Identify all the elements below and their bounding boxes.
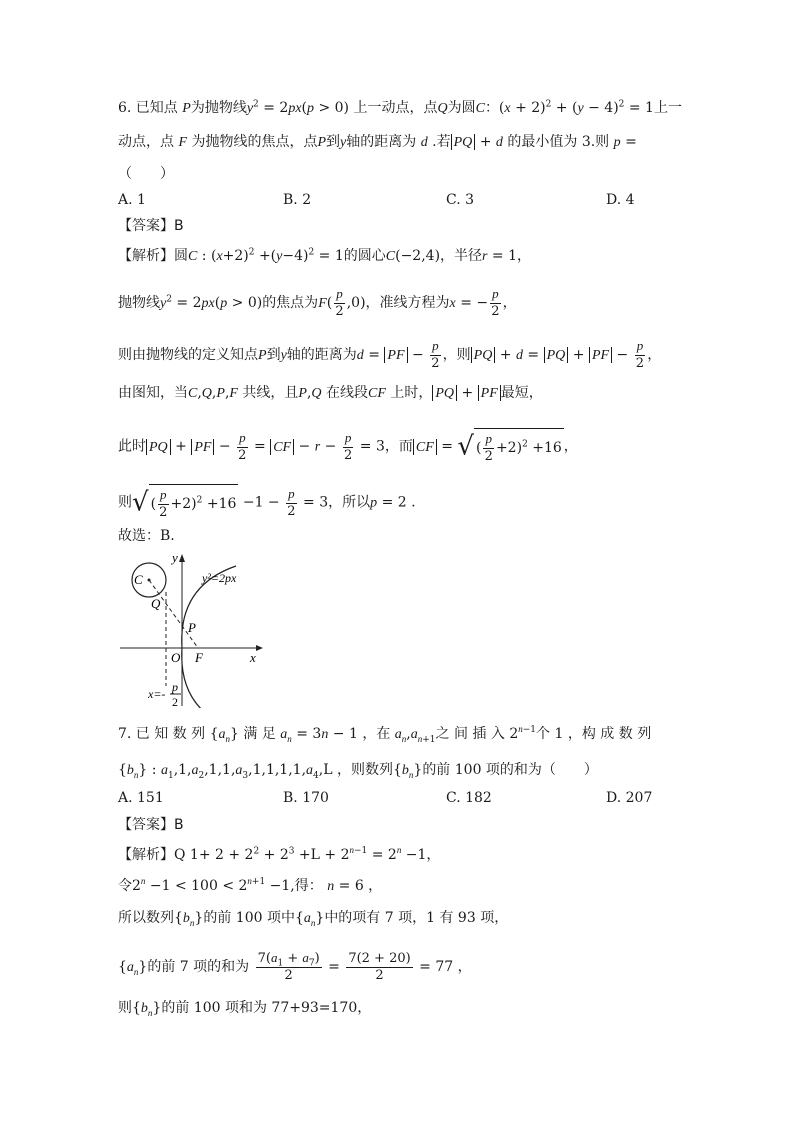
q7-option-c: C. 182 bbox=[446, 790, 492, 806]
q6-analysis-line-6: 则√ ( $\frac{p}{2}$ +2)$^2$ +16 −1 − $\frac{p}{2}$ = 3，所以p = 2 . bbox=[118, 485, 416, 520]
q7-analysis-line-5: 则$\{b_n\}$的前 100 项和为 77+93=170， bbox=[118, 1000, 372, 1018]
fig-label-f: F bbox=[195, 650, 203, 665]
q6-option-b: B. 2 bbox=[283, 192, 312, 208]
q7-analysis-line-1: 【解析】Q $1+ 2 + 2^2 + 2^3 +L + 2^{n-1} = 2^n -1$， bbox=[118, 845, 441, 863]
q6-analysis-line-4: 由图知，当C,Q,P,F 共线，且P,Q 在线段CF 上时， PQ + PF 最短， bbox=[118, 385, 543, 401]
fig-label-x: x bbox=[250, 650, 256, 665]
q7-analysis-line-3: 所以数列$\{b_n\}$的前 100 项中$\{a_n\}$中的项有 7 项，1 有 93 项， bbox=[118, 910, 509, 928]
fig-label-o: O bbox=[171, 650, 181, 665]
fig-label-2-den: 2 bbox=[172, 695, 178, 708]
fig-label-p-num: p bbox=[172, 680, 178, 694]
q6-stem-line-2: 动点，点 F 为抛物线的焦点，点P到y轴的距离为 d .若 PQ + d 的最小值为 3.则 p = bbox=[118, 134, 637, 150]
fig-label-directrix: x=- bbox=[148, 687, 166, 701]
q6-option-c: C. 3 bbox=[446, 192, 475, 208]
q7-stem-line-1: 7. 已 知 数 列 $\{a_n\}$ 满 足 $a_n = 3n - 1$ ，在 $a_n,a_{n+1}$之 间 插 入 $2^{n-1}$个 1 ，构 成 数 列 bbox=[118, 724, 652, 745]
q7-analysis-line-2: 令$2^n -1 < 100 < 2^{n+1} -1$,得： n = 6 ， bbox=[118, 876, 383, 894]
fig-label-c: C bbox=[134, 572, 143, 587]
q7-option-a: A. 151 bbox=[118, 790, 164, 806]
q6-text: 6. 已知点 bbox=[118, 100, 178, 116]
fig-label-y: y bbox=[172, 550, 178, 565]
q6-choose: 故选：B. bbox=[118, 528, 175, 544]
q6-analysis-line-1: 【解析】圆C : $(x+2)^2 +(y-4)^2 = 1$的圆心C(−2,4)，半径r = 1， bbox=[118, 247, 532, 264]
q7-stem-line-2: $\{b_n\}$ : $a_1,1,a_2,1,1,a_3,1,1,1,1,a_4,L$ ，则数列$\{b_n\}$的前 100 项的和为（ ） bbox=[118, 762, 598, 781]
q6-answer: 【答案】B bbox=[118, 218, 184, 234]
q6-analysis-line-3: 则由抛物线的定义知点P到y轴的距离为d = PF − $\frac{p}{2}$ ，则 PQ + d = PQ + PF − $\frac{p}{2}$ ， bbox=[118, 338, 662, 371]
fig-label-p: P bbox=[188, 620, 196, 635]
q6-stem-line-1: 6. 已知点 P为抛物线$y^2 = 2px(p > 0)$ 上一动点，点Q为圆C：$(x + 2)^2 + (y - 4)^2 = 1$上一 bbox=[118, 99, 682, 116]
q7-option-d: D. 207 bbox=[606, 790, 653, 806]
q6-option-d: D. 4 bbox=[606, 192, 635, 208]
q7-answer: 【答案】B bbox=[118, 817, 184, 833]
q6-analysis-line-5: 此时 PQ + PF − $\frac{p}{2}$ = CF − r − $\frac{p}{2}$ = 3，而 CF = √ ( $\frac{p}{2}$ +2)$^2$ +16 ， bbox=[118, 429, 578, 464]
q7-option-b: B. 170 bbox=[283, 790, 329, 806]
q6-analysis-line-2: 抛物线$y^2 = 2px(p > 0)$的焦点为F( $\frac{p}{2}$ ,0)，准线方程为x = − $\frac{p}{2}$ ， bbox=[118, 286, 517, 319]
fig-label-q: Q bbox=[151, 596, 161, 611]
fig-label-curve: y²=2px bbox=[202, 571, 237, 585]
q7-analysis-line-4: $\{a_n\}$的前 7 项的和为 $\frac{7(a_1 + a_7)}{2}$ = $\frac{7(2 + 20)}{2}$ = 77 ， bbox=[118, 950, 472, 983]
q6-option-a: A. 1 bbox=[118, 192, 146, 208]
parabola-figure bbox=[118, 548, 268, 708]
q6-paren: （ ） bbox=[118, 166, 174, 182]
